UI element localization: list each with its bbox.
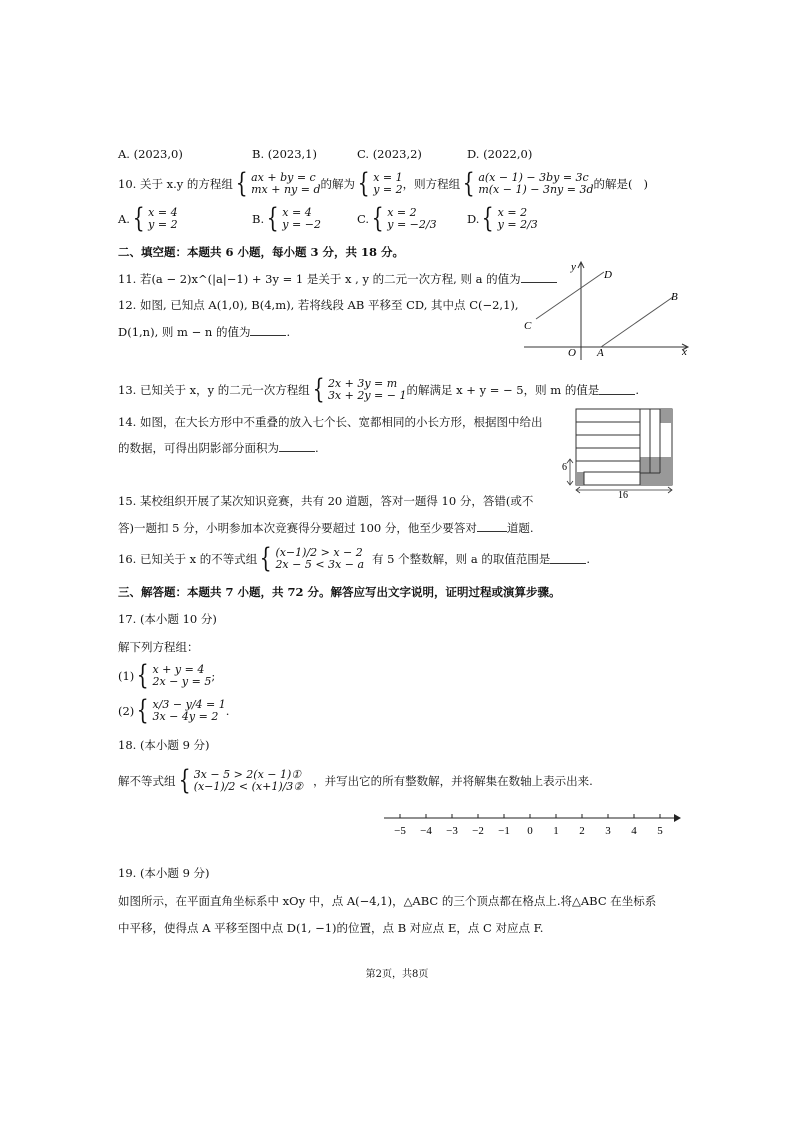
q12-label-o: O bbox=[568, 347, 576, 359]
q10-option-d-row1: x = 2 bbox=[497, 205, 528, 219]
q13-suffix: 的解满足 x + y = − 5，则 m 的值是 bbox=[406, 382, 600, 397]
q10-solution: { x = 1 y = 2 bbox=[357, 168, 403, 199]
q14-line-1: 14. 如图，在大长方形中不重叠的放入七个长、宽都相同的小长方形，根据图中给出 bbox=[118, 415, 543, 429]
q15-answer-blank[interactable] bbox=[477, 521, 507, 532]
q12-label-b: B bbox=[671, 291, 678, 303]
q12-coordinate-figure bbox=[518, 256, 698, 362]
q12-label-c: C bbox=[524, 320, 532, 332]
q10-sol-row1: x = 1 bbox=[373, 170, 403, 184]
number-line-tick-label: 5 bbox=[657, 825, 663, 837]
q9-option-a: A. (2023,0) bbox=[118, 147, 183, 161]
q17-p2-row2: 3x − 4y = 2 bbox=[152, 709, 219, 723]
q13-prefix: 13. 已知关于 x，y 的二元一次方程组 bbox=[118, 382, 310, 397]
q14-line-2-text: 的数据，可得出阴影部分面积为 bbox=[118, 441, 279, 455]
q14-label-16: 16 bbox=[618, 490, 628, 498]
q14-line-2: 的数据，可得出阴影部分面积为 . bbox=[118, 441, 319, 455]
q10-option-a-row2: y = 2 bbox=[148, 217, 178, 231]
q17-intro: 解下列方程组： bbox=[118, 640, 199, 654]
q10-sys2-row2: m(x − 1) − 3ny = 3d bbox=[478, 182, 594, 196]
q19-line-1: 如图所示，在平面直角坐标系中 xOy 中，点 A(−4,1)，△ABC 的三个顶点都在格点上.将△ABC 在坐标系 bbox=[118, 894, 657, 908]
q10-option-a-label: A. bbox=[118, 211, 130, 226]
q9-option-b: B. (2023,1) bbox=[252, 147, 317, 161]
q10-option-d-row2: y = 2/3 bbox=[497, 217, 538, 231]
q17-p1-row2: 2x − y = 5 bbox=[152, 674, 212, 688]
q10-option-b-row1: x = 4 bbox=[282, 205, 312, 219]
q18-sys-row1: 3x − 5 > 2(x − 1)① bbox=[193, 767, 302, 781]
q15-suffix: 道题. bbox=[506, 521, 534, 535]
q10-option-c: C. { x = 2 y = −2/3 bbox=[357, 203, 437, 234]
section-3-heading: 三、解答题：本题共 7 小题，共 72 分。解答应写出文字说明，证明过程或演算步骤。 bbox=[118, 585, 561, 599]
q10-option-c-row2: y = −2/3 bbox=[387, 217, 437, 231]
q10-option-b-row2: y = −2 bbox=[282, 217, 321, 231]
q17-part-1: (1) { x + y = 4 2x − y = 5 ; bbox=[118, 660, 216, 691]
number-line-tick-label: −4 bbox=[420, 825, 432, 837]
q11-text: 11. 若(a − 2)x^(|a|−1) + 3y = 1 是关于 x , y 的二元一次方程, 则 a 的值为 bbox=[118, 272, 521, 286]
q13-answer-blank[interactable] bbox=[599, 384, 635, 395]
q10-sys2-row1: a(x − 1) − 3by = 3c bbox=[478, 170, 589, 184]
q10-mid: 的解为 bbox=[320, 176, 355, 191]
q12-label-y: y bbox=[571, 261, 576, 273]
q16-question: 16. 已知关于 x 的不等式组 { (x−1)/2 > x − 2 2x − 5 < 3x − a 有 5 个整数解，则 a 的取值范围是 . bbox=[118, 543, 590, 574]
q15-line-2 bbox=[118, 521, 534, 535]
q16-system: { (x−1)/2 > x − 2 2x − 5 < 3x − a bbox=[259, 543, 365, 574]
q14-shaded-region-left bbox=[576, 472, 584, 485]
q17-title: 17. (本小题 10 分) bbox=[118, 612, 217, 626]
q12-answer-blank[interactable] bbox=[250, 325, 286, 336]
number-line-tick-label: −1 bbox=[498, 825, 510, 837]
q11-question bbox=[118, 272, 557, 286]
q10-option-a-row1: x = 4 bbox=[148, 205, 178, 219]
section-2-heading: 二、填空题：本题共 6 小题，每小题 3 分，共 18 分。 bbox=[118, 245, 405, 259]
q16-suffix: 有 5 个整数解，则 a 的取值范围是 bbox=[372, 551, 551, 566]
number-line-tick-label: −3 bbox=[446, 825, 458, 837]
q17-p1-row1: x + y = 4 bbox=[152, 662, 205, 676]
q17-part-1-label: (1) bbox=[118, 668, 135, 683]
q10-option-b-label: B. bbox=[252, 211, 265, 226]
q18-number-line bbox=[380, 808, 690, 842]
number-line-arrow-icon bbox=[674, 814, 681, 822]
q14-shaded-region-top bbox=[660, 409, 672, 423]
q10-sys1-row1: ax + by = c bbox=[251, 170, 316, 184]
q10-option-c-row1: x = 2 bbox=[387, 205, 417, 219]
number-line-tick-label: −2 bbox=[472, 825, 484, 837]
q13-question: 13. 已知关于 x，y 的二元一次方程组 { 2x + 3y = m 3x + 2y = − 1 的解满足 x + y = − 5，则 m 的值是 . bbox=[118, 374, 639, 405]
q18-sys-row2: (x−1)/2 < (x+1)/3② bbox=[193, 779, 304, 793]
q16-prefix: 16. 已知关于 x 的不等式组 bbox=[118, 551, 258, 566]
q10-option-d: D. { x = 2 y = 2/3 bbox=[467, 203, 538, 234]
q17-part-2: (2) { x/3 − y/4 = 1 3x − 4y = 2 . bbox=[118, 695, 230, 726]
number-line-tick-label: 4 bbox=[631, 825, 637, 837]
q17-part-2-label: (2) bbox=[118, 703, 135, 718]
q12-label-a: A bbox=[597, 347, 604, 359]
q18-title: 18. (本小题 9 分) bbox=[118, 738, 210, 752]
q19-line-2: 中平移，使得点 A 平移至图中点 D(1, −1)的位置，点 B 对应点 E，点 C 对应点 F. bbox=[118, 921, 544, 935]
q12-line-1: 12. 如图, 已知点 A(1,0), B(4,m), 若将线段 AB 平移至 CD, 其中点 C(−2,1), bbox=[118, 298, 519, 312]
number-line-tick-label: 1 bbox=[553, 825, 559, 837]
q14-answer-blank[interactable] bbox=[279, 441, 315, 452]
q10-system-2: { a(x − 1) − 3by = 3c m(x − 1) − 3ny = 3d bbox=[462, 168, 594, 199]
q18-prefix: 解不等式组 bbox=[118, 773, 176, 788]
q10-system-1: { ax + by = c mx + ny = d bbox=[235, 168, 321, 199]
q12-label-d: D bbox=[604, 269, 612, 281]
q10-suffix: 的解是( ) bbox=[593, 176, 648, 191]
q16-sys-row1: (x−1)/2 > x − 2 bbox=[275, 545, 363, 559]
number-line-tick-label: 0 bbox=[527, 825, 533, 837]
q9-option-d: D. (2022,0) bbox=[467, 147, 533, 161]
q15-line-1: 15. 某校组织开展了某次知识竞赛，共有 20 道题，答对一题得 10 分，答错(或不 bbox=[118, 494, 534, 508]
q10-option-b: B. { x = 4 y = −2 bbox=[252, 203, 321, 234]
q9-option-c: C. (2023,2) bbox=[357, 147, 422, 161]
q16-sys-row2: 2x − 5 < 3x − a bbox=[275, 557, 365, 571]
q16-answer-blank[interactable] bbox=[550, 553, 586, 564]
q17-p2-row1: x/3 − y/4 = 1 bbox=[152, 697, 226, 711]
q18-suffix: ，并写出它的所有整数解，并将解集在数轴上表示出来. bbox=[313, 773, 593, 788]
q10-mid2: ，则方程组 bbox=[402, 176, 461, 191]
q10-sys1-row2: mx + ny = d bbox=[251, 182, 321, 196]
q10-question bbox=[118, 170, 648, 197]
q10-option-a: A. { x = 4 y = 2 bbox=[118, 203, 178, 234]
q12-line-2-text: D(1,n), 则 m − n 的值为 bbox=[118, 325, 251, 339]
q18-question: 解不等式组 { 3x − 5 > 2(x − 1)① (x−1)/2 < (x+1)/3② ，并写出它的所有整数解，并将解集在数轴上表示出来. bbox=[118, 765, 593, 796]
q10-option-d-label: D. bbox=[467, 211, 480, 226]
number-line-tick-label: 3 bbox=[605, 825, 611, 837]
q13-system: { 2x + 3y = m 3x + 2y = − 1 bbox=[312, 374, 407, 405]
q10-sol-row2: y = 2 bbox=[373, 182, 403, 196]
q12-line-2: D(1,n), 则 m − n 的值为 . bbox=[118, 325, 291, 339]
q13-sys-row1: 2x + 3y = m bbox=[327, 376, 398, 390]
q14-shaded-region-bottom bbox=[640, 457, 672, 485]
q15-line-2-text: 答)一题扣 5 分，小明参加本次竞赛得分要超过 100 分，他至少要答对 bbox=[118, 521, 477, 535]
q14-label-6: 6 bbox=[562, 462, 567, 473]
page-footer: 第2页，共8页 bbox=[365, 969, 429, 980]
q13-sys-row2: 3x + 2y = − 1 bbox=[327, 388, 407, 402]
q10-option-c-label: C. bbox=[357, 211, 370, 226]
q10-prefix: 10. 关于 x.y 的方程组 bbox=[118, 176, 233, 191]
number-line-tick-label: 2 bbox=[579, 825, 585, 837]
q19-title: 19. (本小题 9 分) bbox=[118, 866, 210, 880]
q12-label-x: x bbox=[682, 346, 687, 358]
q14-rectangle-figure bbox=[560, 406, 678, 498]
number-line-tick-label: −5 bbox=[394, 825, 406, 837]
